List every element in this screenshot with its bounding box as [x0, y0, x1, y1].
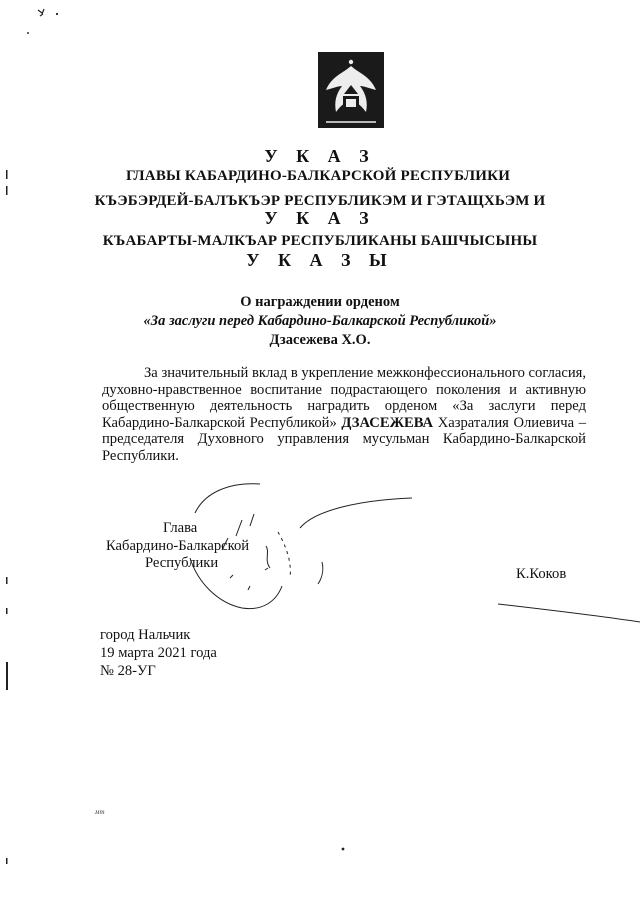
body-text-part-2: Хазраталия Олиевича – председателя Духовного управления мусульман Кабардино-Балкарской Республики.	[102, 414, 587, 464]
body-text-part-1: За значительный вклад в укрепление межконфессионального согласия, духовно-нравственное воспитание подрастающего поколения и активную общественную деятельность наградить орденом «За заслуги перед Кабардино-Балкарской Республикой»	[102, 365, 586, 431]
signature-title-line-2: Кабардино-Балкарской	[106, 538, 250, 554]
decree-heading-kabardian: У К А З	[264, 208, 376, 228]
decree-body-paragraph	[102, 365, 586, 465]
signer-name: К.Коков	[516, 566, 567, 582]
signature-title-line-1: Глава	[163, 520, 198, 536]
signature-title-line-3: Республики	[145, 555, 219, 571]
coat-of-arms-emblem	[318, 52, 384, 128]
decree-title-recipient: Дзасежева Х.О.	[269, 332, 371, 348]
recipient-surname: ДЗАСЕЖЕВА	[341, 414, 434, 431]
decree-number: № 28-УГ	[100, 663, 156, 679]
decree-heading-balkar: У К А З Ы	[246, 250, 394, 270]
signing-date: 19 марта 2021 года	[100, 645, 217, 661]
place-of-signing: город Нальчик	[100, 627, 191, 643]
issuer-line-russian: ГЛАВЫ КАБАРДИНО-БАЛКАРСКОЙ РЕСПУБЛИКИ	[125, 168, 511, 184]
decree-heading-ru: У К А З	[264, 146, 376, 166]
decree-title-order-name: «За заслуги перед Кабардино-Балкарской Республикой»	[143, 313, 497, 329]
issuer-line-kabardian: КЪЭБЭРДЕЙ-БАЛЪКЪЭР РЕСПУБЛИКЭМ И ГЭТАЩХЬЭМ И	[94, 193, 546, 209]
decree-title-line-1: О награждении орденом	[240, 294, 400, 310]
issuer-line-balkar: КЪАБАРТЫ-МАЛКЪАР РЕСПУБЛИКАНЫ БАШЧЫСЫНЫ	[102, 233, 538, 249]
operator-initials: мт	[95, 808, 105, 816]
